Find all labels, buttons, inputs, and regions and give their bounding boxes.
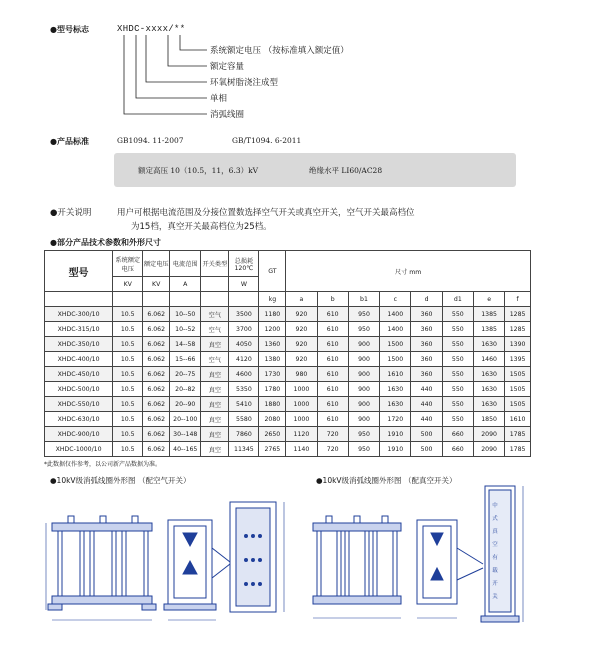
table-cell: 900: [348, 352, 379, 367]
table-cell: 950: [348, 427, 379, 442]
table-cell: 1390: [505, 337, 531, 352]
table-cell: 3500: [229, 307, 259, 322]
table-cell: 1785: [505, 427, 531, 442]
table-cell: 10.5: [113, 367, 143, 382]
insulation-level: 绝缘水平 LI60/AC28: [309, 166, 383, 175]
table-cell: 30--148: [170, 427, 201, 442]
model-cell: XHDC-300/10: [45, 307, 113, 322]
table-cell: 6.062: [143, 442, 170, 457]
model-designation-heading: ●型号标志: [50, 25, 89, 34]
outline-drawing-air-switch: [40, 488, 300, 638]
table-row: [45, 322, 531, 337]
table-cell: 920: [286, 352, 317, 367]
table-cell: 610: [317, 412, 348, 427]
table-cell: 10.5: [113, 322, 143, 337]
table-cell: 1500: [380, 337, 411, 352]
dim-col-b: b: [317, 292, 348, 307]
header-current-range: 电流范围: [170, 251, 201, 277]
model-cell: XHDC-1000/10: [45, 442, 113, 457]
table-cell: 5350: [229, 382, 259, 397]
table-cell: 6.062: [143, 337, 170, 352]
table-cell: 1630: [473, 397, 504, 412]
table-cell: 真空: [201, 397, 229, 412]
table-cell: 空气: [201, 322, 229, 337]
table-cell: 1400: [380, 307, 411, 322]
front-view-vacuum: [313, 516, 401, 604]
table-cell: 360: [411, 322, 442, 337]
table-cell: 660: [442, 442, 473, 457]
table-cell: 真空: [201, 367, 229, 382]
table-cell: 1730: [259, 367, 286, 382]
table-cell: 1140: [286, 442, 317, 457]
table-cell: 720: [317, 427, 348, 442]
table-cell: 1910: [380, 442, 411, 457]
side-view-vacuum: [417, 520, 483, 604]
table-cell: 6.062: [143, 382, 170, 397]
rated-parameters-box: [114, 153, 516, 187]
table-cell: 610: [317, 382, 348, 397]
table-cell: 7860: [229, 427, 259, 442]
table-cell: 11345: [229, 442, 259, 457]
table-cell: 1285: [505, 307, 531, 322]
table-cell: 1850: [473, 412, 504, 427]
unit-a: A: [170, 277, 201, 292]
table-cell: 2080: [259, 412, 286, 427]
table-cell: 550: [442, 412, 473, 427]
table-cell: 1910: [380, 427, 411, 442]
table-cell: 1500: [380, 352, 411, 367]
table-cell: 1385: [473, 322, 504, 337]
switch-note-line1: 用户可根据电流范围及分接位置数选择空气开关或真空开关，空气开关最高档位: [117, 208, 415, 218]
table-cell: 4600: [229, 367, 259, 382]
standard-gb1094-11: GB1094. 11-2007: [117, 136, 184, 145]
table-cell: 550: [442, 367, 473, 382]
table-cell: 6.062: [143, 427, 170, 442]
table-cell: 2650: [259, 427, 286, 442]
table-cell: 360: [411, 367, 442, 382]
table-row: [45, 307, 531, 322]
table-cell: 6.062: [143, 322, 170, 337]
table-cell: 14--58: [170, 337, 201, 352]
table-cell: 660: [442, 427, 473, 442]
vacuum-switch-cabinet: [481, 486, 519, 622]
side-view-air: [164, 520, 230, 610]
table-cell: 550: [442, 382, 473, 397]
table-cell: 2090: [473, 442, 504, 457]
table-cell: 真空: [201, 337, 229, 352]
switch-note-label: ●开关说明: [50, 208, 92, 218]
table-cell: 1630: [473, 367, 504, 382]
table-cell: 空气: [201, 352, 229, 367]
table-cell: 550: [442, 307, 473, 322]
table-cell: 5580: [229, 412, 259, 427]
header-system-voltage: 系统额定电压: [113, 251, 143, 277]
table-cell: 440: [411, 412, 442, 427]
front-view-air: [48, 516, 156, 610]
unit-blank: [201, 277, 229, 292]
table-cell: 950: [348, 442, 379, 457]
table-cell: 2090: [473, 427, 504, 442]
table-cell: 1000: [286, 412, 317, 427]
table-cell: 20--75: [170, 367, 201, 382]
table-cell: 5410: [229, 397, 259, 412]
dim-col-b1: b1: [348, 292, 379, 307]
unit-kg: kg: [259, 292, 286, 307]
header-switch-type: 开关类型: [201, 251, 229, 277]
table-cell: 1610: [380, 367, 411, 382]
table-cell: 1630: [380, 382, 411, 397]
table-row: [45, 367, 531, 382]
table-cell: 6.062: [143, 412, 170, 427]
table-cell: 40--165: [170, 442, 201, 457]
table-cell: 1505: [505, 367, 531, 382]
table-row: [45, 337, 531, 352]
table-cell: 920: [286, 337, 317, 352]
table-cell: 1000: [286, 382, 317, 397]
table-row: [45, 397, 531, 412]
table-cell: 980: [286, 367, 317, 382]
table-cell: 10.5: [113, 352, 143, 367]
table-row: [45, 382, 531, 397]
unit-kv: KV: [113, 277, 143, 292]
table-cell: 610: [317, 397, 348, 412]
product-standard-heading: ●产品标准: [50, 137, 89, 146]
table-cell: 1180: [259, 307, 286, 322]
table-cell: 500: [411, 427, 442, 442]
table-cell: 4050: [229, 337, 259, 352]
leader-line-arc-coil: [124, 35, 207, 114]
table-cell: 900: [348, 337, 379, 352]
table-cell: 950: [348, 307, 379, 322]
legend-rated-capacity: 额定容量: [210, 62, 245, 72]
table-cell: 1120: [286, 427, 317, 442]
table-cell: 1385: [473, 307, 504, 322]
spec-table-heading: ●部分产品技术参数和外形尺寸: [50, 238, 161, 247]
table-cell: 900: [348, 412, 379, 427]
model-code: XHDC-xxxx/**: [117, 24, 186, 34]
table-cell: 真空: [201, 427, 229, 442]
table-cell: 440: [411, 382, 442, 397]
vacuum-cabinet-label: 中 式 真 空 有 载 开 关: [492, 503, 498, 600]
model-cell: XHDC-500/10: [45, 382, 113, 397]
table-cell: 4120: [229, 352, 259, 367]
table-cell: 440: [411, 397, 442, 412]
header-rated-voltage: 额定电压: [143, 251, 170, 277]
table-cell: 6.062: [143, 397, 170, 412]
table-cell: 1780: [259, 382, 286, 397]
standard-gbt1094-6: GB/T1094. 6-2011: [232, 136, 302, 145]
table-cell: 20--90: [170, 397, 201, 412]
table-cell: 900: [348, 397, 379, 412]
legend-epoxy-cast: 环氧树脂浇注成型: [210, 78, 279, 88]
header-gt: GT: [259, 251, 286, 292]
table-cell: 15--66: [170, 352, 201, 367]
dim-col-a: a: [286, 292, 317, 307]
table-cell: 1000: [286, 397, 317, 412]
model-cell: XHDC-315/10: [45, 322, 113, 337]
table-cell: 3700: [229, 322, 259, 337]
dim-col-c: c: [380, 292, 411, 307]
table-cell: 10.5: [113, 442, 143, 457]
table-cell: 360: [411, 307, 442, 322]
dim-col-d1: d1: [442, 292, 473, 307]
table-cell: 10.5: [113, 397, 143, 412]
table-cell: 真空: [201, 442, 229, 457]
table-cell: 10.5: [113, 382, 143, 397]
table-cell: 610: [317, 322, 348, 337]
table-cell: 1460: [473, 352, 504, 367]
model-cell: XHDC-900/10: [45, 427, 113, 442]
table-cell: 1880: [259, 397, 286, 412]
table-cell: 6.062: [143, 352, 170, 367]
figure-caption-vacuum-switch: ●10kV级消弧线圈外形图 （配真空开关）: [316, 476, 457, 485]
legend-system-voltage: 系统额定电压 （按标准填入额定值）: [210, 46, 349, 56]
table-cell: 空气: [201, 307, 229, 322]
table-cell: 500: [411, 442, 442, 457]
table-cell: 10.5: [113, 412, 143, 427]
unit-w: W: [229, 277, 259, 292]
leader-line-capacity: [168, 35, 207, 66]
header-model: 型号: [45, 251, 113, 292]
table-cell: 1505: [505, 397, 531, 412]
switch-note-line2: 为15档，真空开关最高档位为25档。: [131, 222, 272, 232]
table-cell: 1610: [505, 412, 531, 427]
table-cell: 1630: [380, 397, 411, 412]
table-cell: 20--82: [170, 382, 201, 397]
table-cell: 1785: [505, 442, 531, 457]
table-cell: 1630: [473, 337, 504, 352]
model-cell: XHDC-350/10: [45, 337, 113, 352]
table-row: [45, 427, 531, 442]
header-total-loss: 总损耗120℃: [229, 251, 259, 277]
table-cell: 1630: [473, 382, 504, 397]
table-cell: 1200: [259, 322, 286, 337]
figure-caption-air-switch: ●10kV级消弧线圈外形图 （配空气开关）: [50, 476, 191, 485]
table-cell: 900: [348, 382, 379, 397]
leader-line-epoxy: [146, 35, 207, 82]
unit-kv: KV: [143, 277, 170, 292]
table-cell: 10.5: [113, 427, 143, 442]
model-cell: XHDC-400/10: [45, 352, 113, 367]
table-row: [45, 412, 531, 427]
table-footnote: *此数据仅作参考，以公司新产品数据为准。: [44, 461, 162, 468]
model-code-leader-lines: [0, 0, 600, 130]
table-cell: 1360: [259, 337, 286, 352]
header-dimensions: 尺寸 mm: [286, 251, 531, 292]
table-cell: 550: [442, 322, 473, 337]
model-cell: XHDC-450/10: [45, 367, 113, 382]
table-cell: 550: [442, 352, 473, 367]
table-cell: 610: [317, 307, 348, 322]
table-cell: 6.062: [143, 367, 170, 382]
table-row: [45, 352, 531, 367]
table-cell: 真空: [201, 382, 229, 397]
table-cell: 10.5: [113, 307, 143, 322]
table-cell: 10--50: [170, 307, 201, 322]
spec-table: [44, 250, 531, 457]
model-cell: XHDC-550/10: [45, 397, 113, 412]
table-cell: 610: [317, 367, 348, 382]
table-cell: 1505: [505, 382, 531, 397]
table-cell: 920: [286, 322, 317, 337]
legend-single-phase: 单相: [210, 94, 228, 104]
table-cell: 6.062: [143, 307, 170, 322]
table-cell: 950: [348, 322, 379, 337]
table-cell: 900: [348, 367, 379, 382]
table-cell: 10--52: [170, 322, 201, 337]
table-cell: 1720: [380, 412, 411, 427]
table-cell: 610: [317, 352, 348, 367]
rated-high-voltage: 额定高压 10（10.5，11，6.3）kV: [138, 166, 259, 175]
table-cell: 610: [317, 337, 348, 352]
model-cell: XHDC-630/10: [45, 412, 113, 427]
table-cell: 720: [317, 442, 348, 457]
dim-col-d: d: [411, 292, 442, 307]
table-cell: 1395: [505, 352, 531, 367]
table-cell: 2765: [259, 442, 286, 457]
table-cell: 360: [411, 352, 442, 367]
table-cell: 1400: [380, 322, 411, 337]
table-cell: 10.5: [113, 337, 143, 352]
table-cell: 920: [286, 307, 317, 322]
legend-arc-suppression-coil: 消弧线圈: [210, 110, 245, 120]
leader-line-single-phase: [136, 35, 207, 98]
table-cell: 550: [442, 337, 473, 352]
table-cell: 1285: [505, 322, 531, 337]
switch-panel-air: [230, 502, 276, 612]
table-cell: 20--100: [170, 412, 201, 427]
table-cell: 360: [411, 337, 442, 352]
table-cell: 真空: [201, 412, 229, 427]
table-cell: 1380: [259, 352, 286, 367]
table-cell: 550: [442, 397, 473, 412]
dim-col-e: e: [473, 292, 504, 307]
leader-line-voltage: [180, 35, 207, 50]
dim-col-f: f: [505, 292, 531, 307]
table-row: [45, 442, 531, 457]
